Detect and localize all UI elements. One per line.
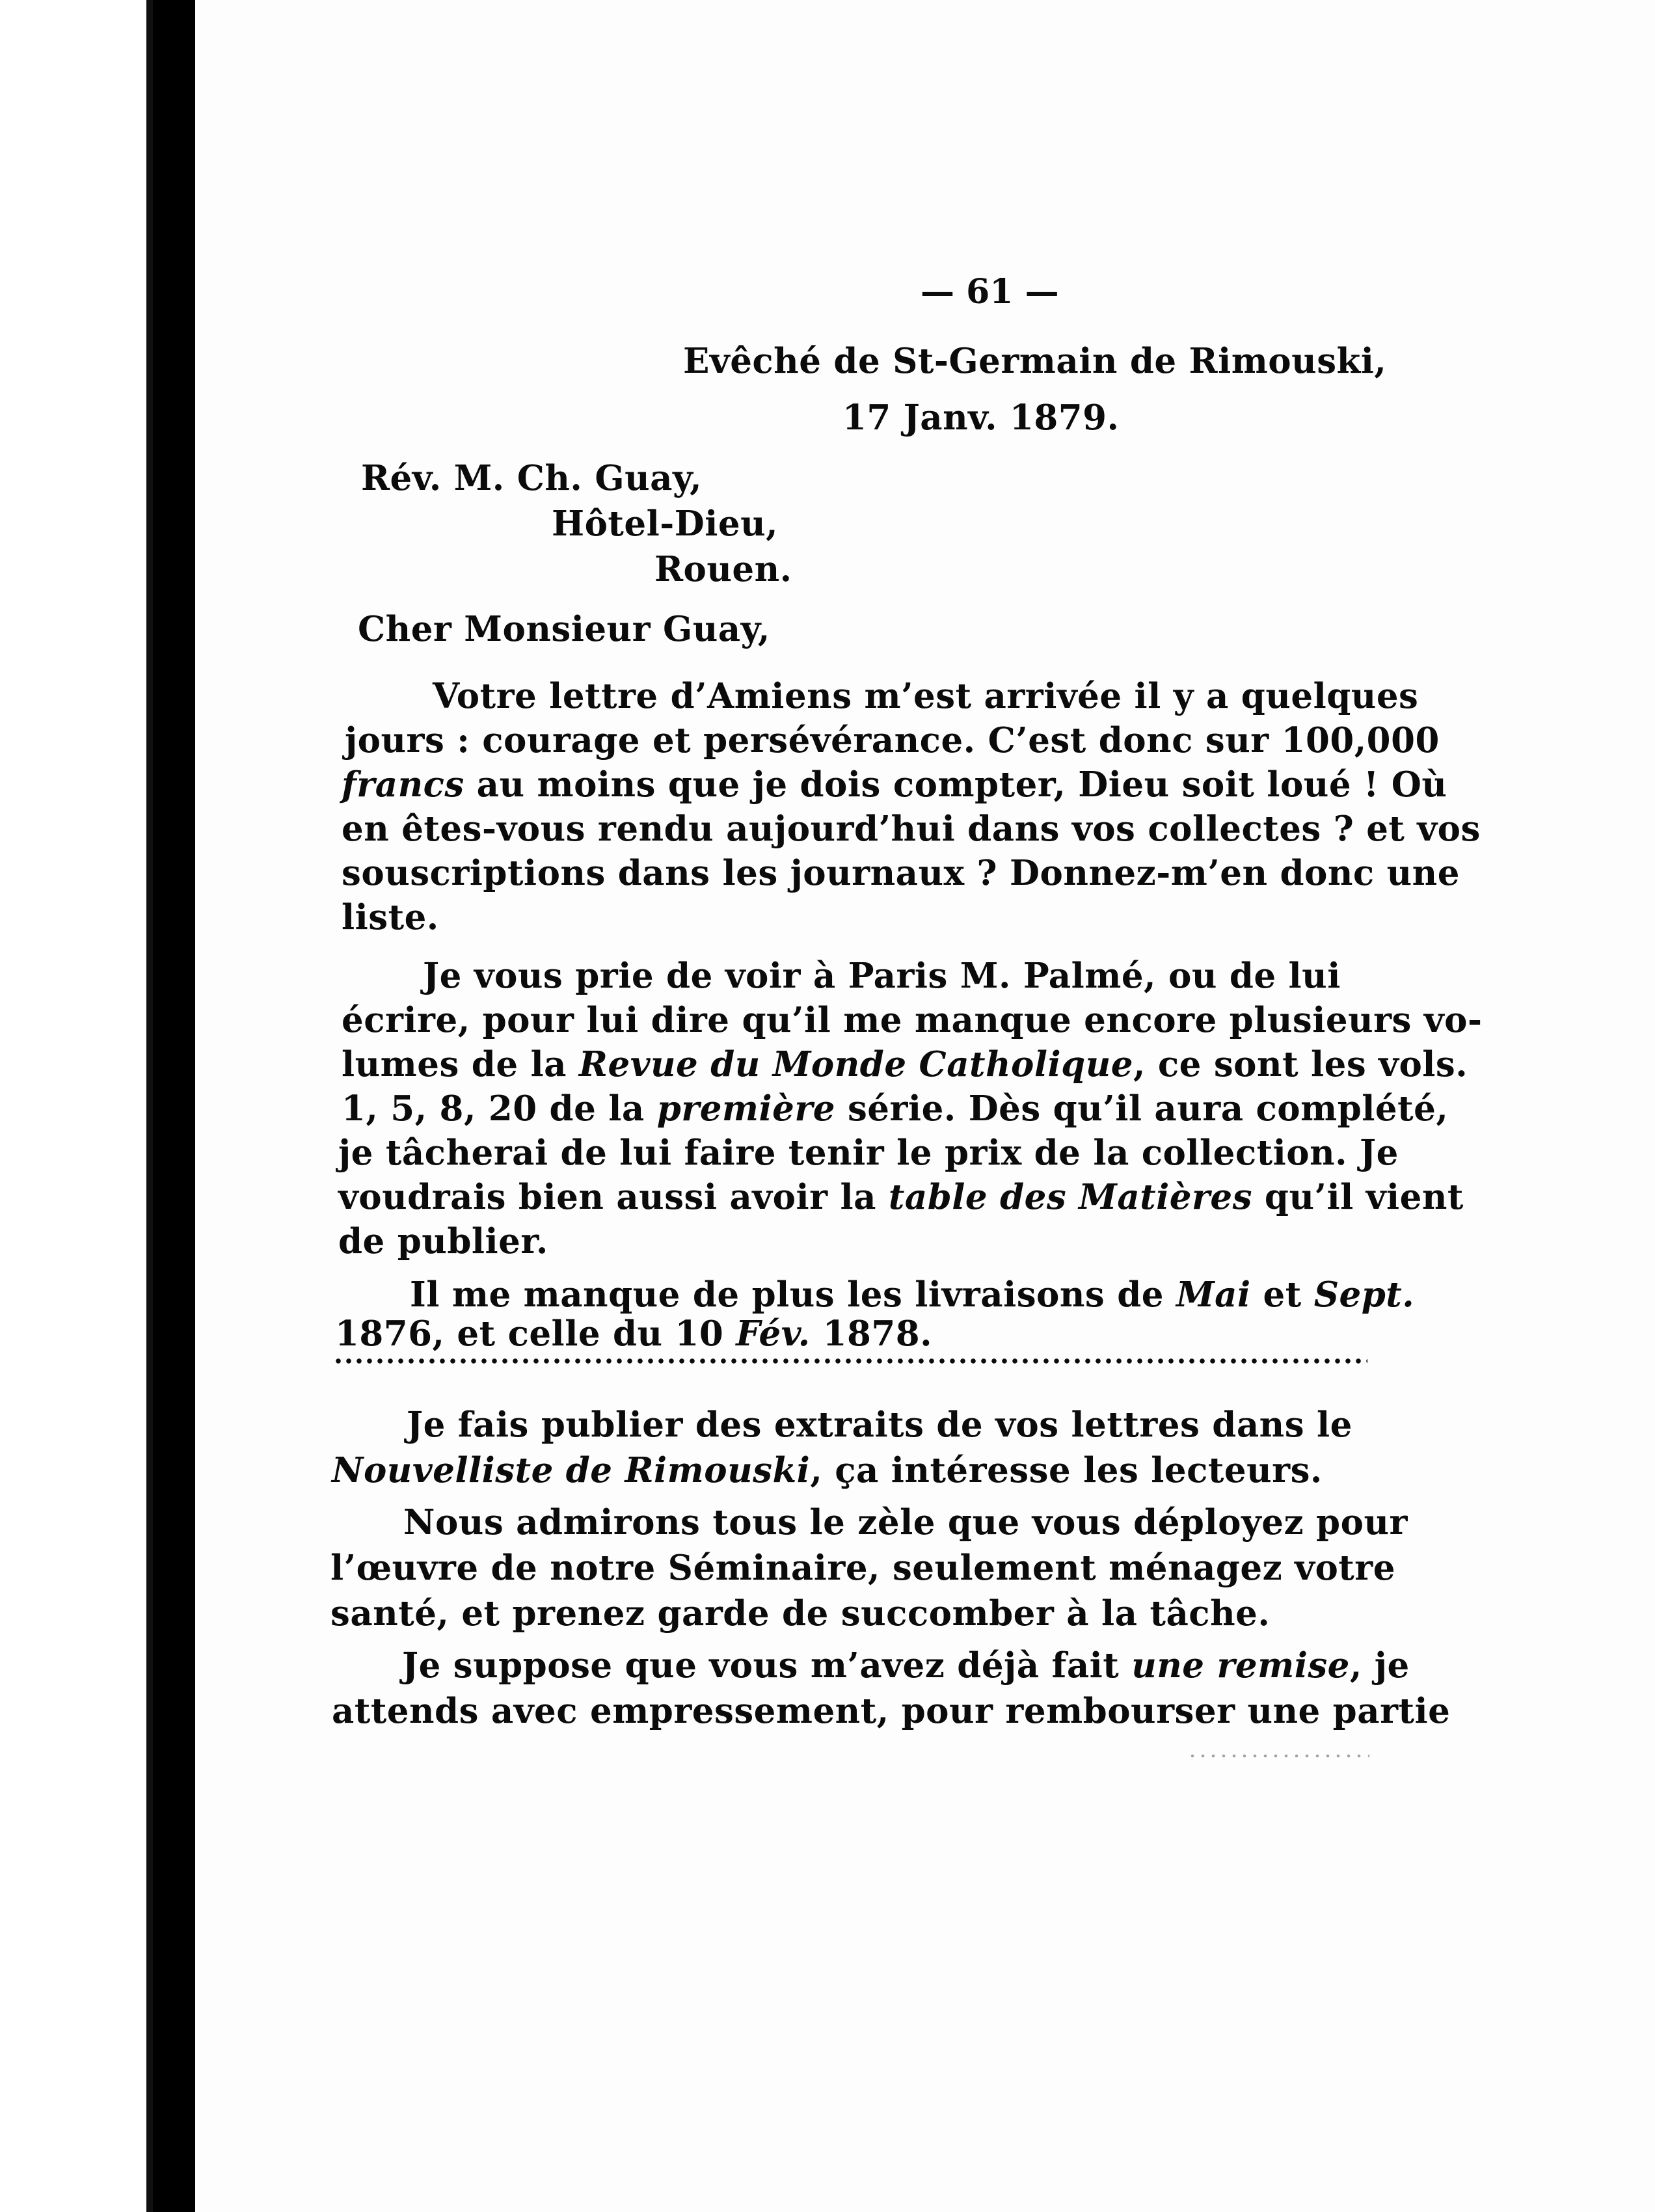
paragraph-2-line-2: écrire, pour lui dire qu’il me manque encore plusieurs vo- [342,1000,1483,1040]
recipient-city: Rouen. [654,549,792,589]
paragraph-1-line-3: francs au moins que je dois compter, Dieu soit loué ! Où [342,764,1447,805]
paragraph-3-line-1: Il me manque de plus les livraisons de Mai et Sept. [410,1275,1415,1315]
page-number: — 61 — [921,272,1059,312]
paragraph-1-line-2: jours : courage et persévérance. C’est donc sur 100,000 [345,720,1440,761]
paragraph-2-line-5: je tâcherai de lui faire tenir le prix de la collection. Je [338,1133,1399,1173]
letter-date: 17 Janv. 1879. [842,398,1120,438]
ellipsis-separator [333,1358,1367,1364]
paragraph-2-line-6: voudrais bien aussi avoir la table des Matières qu’il vient [338,1177,1464,1217]
paragraph-6-line-1: Je suppose que vous m’avez déjà fait une remise, je [402,1645,1410,1686]
salutation: Cher Monsieur Guay, [358,609,770,649]
paragraph-6-line-2: attends avec empressement, pour rembourser une partie [332,1691,1451,1731]
print-specks [1187,1753,1369,1759]
paragraph-4-line-1: Je fais publier des extraits de vos lettres dans le [407,1405,1352,1445]
paragraph-5-line-3: santé, et prenez garde de succomber à la tâche. [330,1593,1271,1634]
paragraph-2-line-4: 1, 5, 8, 20 de la première série. Dès qu’il aura complété, [342,1088,1449,1129]
paragraph-4-line-2: Nouvelliste de Rimouski, ça intéresse les lecteurs. [332,1450,1323,1490]
paragraph-3-line-2: 1876, et celle du 10 Fév. 1878. [335,1314,933,1354]
letter-place: Evêché de St-Germain de Rimouski, [683,341,1387,381]
recipient-institution: Hôtel-Dieu, [552,504,779,544]
paragraph-5-line-2: l’œuvre de notre Séminaire, seulement ménagez votre [330,1548,1395,1588]
paragraph-2-line-7: de publier. [338,1221,548,1261]
document-page [195,0,1655,2212]
adjacent-page-edge [0,0,153,2212]
paragraph-2-line-3: lumes de la Revue du Monde Catholique, ce sont les vols. [342,1044,1468,1085]
paragraph-1-line-1: Votre lettre d’Amiens m’est arrivée il y a quelques [433,676,1419,716]
paragraph-2-line-1: Je vous prie de voir à Paris M. Palmé, ou de lui [423,956,1341,996]
paragraph-1-line-5: souscriptions dans les journaux ? Donnez-m’en donc une [342,853,1460,893]
paragraph-1-line-6: liste. [342,897,439,937]
paragraph-5-line-1: Nous admirons tous le zèle que vous déployez pour [403,1502,1408,1543]
paragraph-1-line-4: en êtes-vous rendu aujourd’hui dans vos collectes ? et vos [342,809,1481,849]
recipient-name: Rév. M. Ch. Guay, [361,458,703,498]
